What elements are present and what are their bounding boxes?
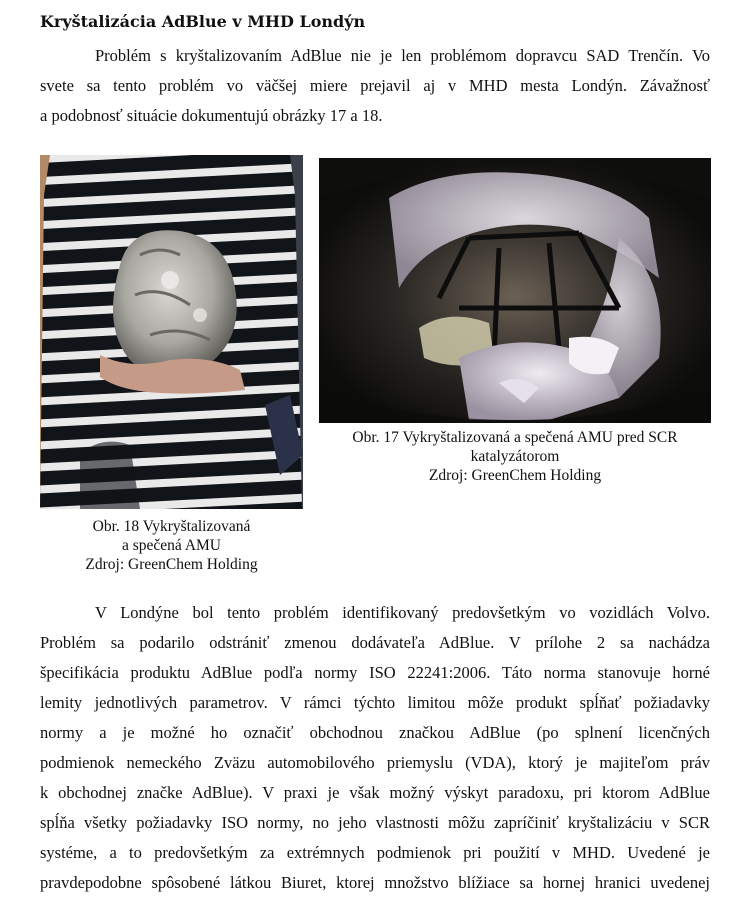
body-line-1: V Londýne bol tento problém identifikovaný predovšetkým vo vozidlách Volvo. [95,603,710,622]
figure-18-caption-source: Zdroj: GreenChem Holding [85,556,258,573]
figure-18-photo [40,155,303,509]
section-heading: Kryštalizácia AdBlue v MHD Londýn [40,12,366,31]
body-line-6: podmienok nemeckého Zväzu automobilového priemyslu (VDA), ktorý je majiteľom práv [40,753,710,772]
figure-18-caption [40,517,303,574]
figure-17-caption [319,428,711,485]
figure-17-caption-line-1: Obr. 17 Vykryštalizovaná a spečená AMU pred SCR [352,429,678,446]
figure-18-caption-line-1: Obr. 18 Vykryštalizovaná [92,518,251,535]
figure-17-caption-line-2: katalyzátorom [470,448,560,465]
figure-17-caption-source: Zdroj: GreenChem Holding [428,467,602,484]
body-line-5: normy a je možné ho označiť obchodnou značkou AdBlue (po splnení licenčných [40,723,710,742]
body-line-9: systéme, a to predovšetkým za extrémnych podmienok pri použití v MHD. Uvedené je [40,843,710,862]
intro-paragraph [40,41,710,131]
body-line-10: pravdepodobne spôsobené látkou Biuret, ktorej množstvo blížiace sa hornej hranici uvedenej [40,873,710,892]
body-paragraph [40,598,710,898]
body-line-3: špecifikácia produktu AdBlue podľa normy ISO 22241:2006. Táto norma stanovuje horné [40,663,710,682]
intro-line-2: svete sa tento problém vo väčšej miere prejavil aj v MHD mesta Londýn. Závažnosť [40,76,710,95]
body-line-2: Problém sa podarilo odstrániť zmenou dodávateľa AdBlue. V prílohe 2 sa nachádza [40,633,710,652]
body-line-4: lemity jednotlivých parametrov. V rámci týchto limitou môže produkt spĺňať požiadavky [40,693,710,712]
intro-line-1: Problém s kryštalizovaním AdBlue nie je len problémom dopravcu SAD Trenčín. Vo [95,46,710,65]
intro-line-3: a podobnosť situácie dokumentujú obrázky 17 a 18. [40,106,383,125]
body-line-8: spĺňa všetky požiadavky ISO normy, no jeho vlastnosti môžu zapríčiniť kryštalizáciu v SCR [40,813,710,832]
body-line-7: k obchodnej značke AdBlue). V praxi je však možný výskyt paradoxu, pri ktorom AdBlue [40,783,710,802]
figure-18-caption-line-2: a spečená AMU [122,537,221,554]
figure-17-photo [319,158,711,423]
